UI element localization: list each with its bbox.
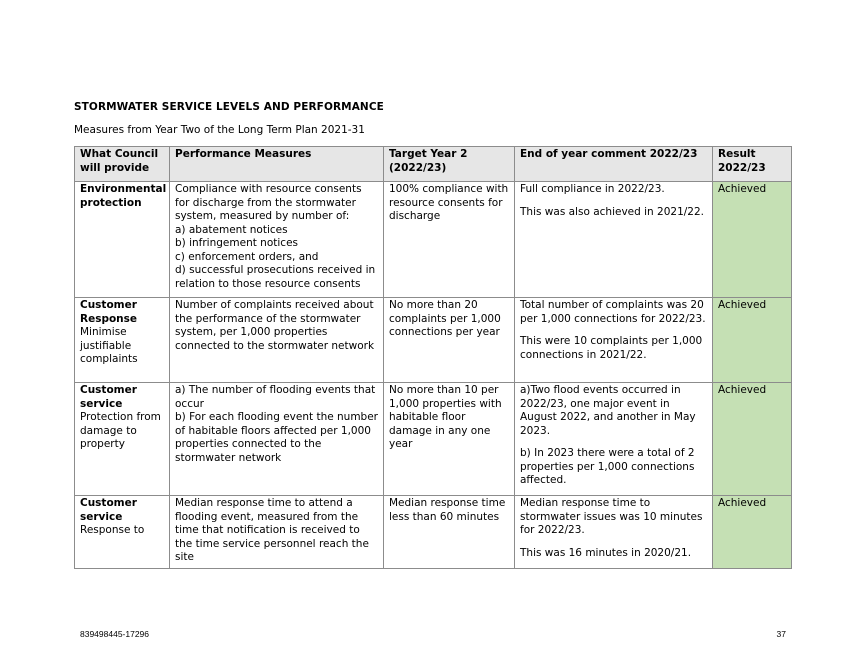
result-cell: Achieved	[713, 298, 792, 383]
comment-text: b) In 2023 there were a total of 2 properties per 1,000 connections affected.	[520, 447, 695, 486]
comment-text: Total number of complaints was 20 per 1,000 connections for 2022/23.	[520, 299, 706, 325]
service-area-description: Response to	[80, 524, 145, 536]
measure-text: Median response time to attend a flooding event, measured from the time that notification is received to the time service personnel reach the site	[175, 497, 369, 563]
comment-text: Full compliance in 2022/23.	[520, 183, 665, 195]
comment-text: a)Two flood events occurred in 2022/23, one major event in August 2022, and another in May 2023.	[520, 384, 696, 437]
service-area-description: Protection from damage to property	[80, 411, 161, 450]
target-cell: 100% compliance with resource consents for discharge	[384, 182, 515, 298]
result-cell: Achieved	[713, 496, 792, 569]
table-header-row	[75, 147, 792, 182]
target-cell: No more than 20 complaints per 1,000 connections per year	[384, 298, 515, 383]
table-row	[75, 182, 792, 298]
measure-text: c) enforcement orders, and	[175, 250, 319, 263]
measure-cell	[170, 298, 384, 383]
comment-text: This was also achieved in 2021/22.	[520, 205, 704, 218]
header-what-council-will-provide: What Council will provide	[75, 147, 170, 182]
service-area-cell	[75, 496, 170, 569]
measure-text: b) infringement notices	[175, 237, 298, 249]
comment-text: This were 10 complaints per 1,000 connections in 2021/22.	[520, 335, 703, 361]
header-performance-measures: Performance Measures	[170, 147, 384, 182]
measure-text: Compliance with resource consents for discharge from the stormwater system, measured by number of:	[175, 183, 362, 222]
comment-cell	[515, 182, 713, 298]
service-area-title: Environmental protection	[80, 183, 167, 209]
table-row	[75, 383, 792, 496]
table-row	[75, 298, 792, 383]
measure-cell	[170, 496, 384, 569]
measure-text: a) The number of flooding events that occur	[175, 384, 376, 410]
header-target-year-2: Target Year 2 (2022/23)	[384, 147, 515, 182]
comment-cell	[515, 383, 713, 496]
header-result: Result 2022/23	[713, 147, 792, 182]
document-id: 839498445-17296	[80, 629, 150, 639]
service-area-cell	[75, 383, 170, 496]
measure-text: d) successful prosecutions received in relation to those resource consents	[175, 264, 376, 290]
comment-text: Median response time to stormwater issues was 10 minutes for 2022/23.	[520, 497, 703, 536]
measure-cell	[170, 182, 384, 298]
section-subheading: Measures from Year Two of the Long Term Plan 2021-31	[74, 124, 365, 136]
measure-text: b) For each flooding event the number of habitable floors affected per 1,000 properties connected to the stormwater network	[175, 411, 378, 464]
result-cell: Achieved	[713, 182, 792, 298]
comment-cell	[515, 298, 713, 383]
service-area-title: Customer Response	[80, 299, 138, 325]
measure-cell	[170, 383, 384, 496]
page-number: 37	[776, 629, 786, 639]
table-row	[75, 496, 792, 569]
service-area-title: Customer service	[80, 497, 137, 523]
measure-text: Number of complaints received about the performance of the stormwater system, per 1,000 properties connected to the stormwater network	[175, 299, 375, 352]
service-area-cell	[75, 182, 170, 298]
result-cell: Achieved	[713, 383, 792, 496]
service-area-cell	[75, 298, 170, 383]
header-end-of-year-comment: End of year comment 2022/23	[515, 147, 713, 182]
service-area-title: Customer service	[80, 384, 137, 410]
comment-text: This was 16 minutes in 2020/21.	[520, 546, 692, 559]
comment-cell	[515, 496, 713, 569]
measure-text: a) abatement notices	[175, 223, 288, 236]
performance-table	[74, 146, 792, 569]
target-cell: No more than 10 per 1,000 properties with habitable floor damage in any one year	[384, 383, 515, 496]
section-heading: STORMWATER SERVICE LEVELS AND PERFORMANCE	[74, 101, 384, 113]
service-area-description: Minimise justifiable complaints	[80, 326, 138, 365]
target-cell: Median response time less than 60 minutes	[384, 496, 515, 569]
